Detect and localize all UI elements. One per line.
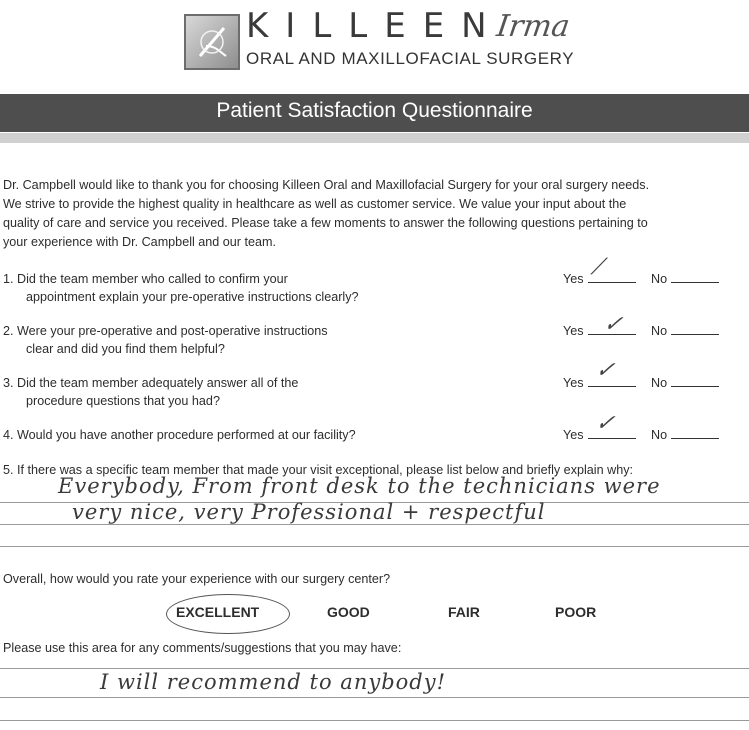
comment-line-rule bbox=[0, 697, 749, 698]
question-1-line2: appointment explain your pre-operative instructions clearly? bbox=[26, 290, 359, 304]
brand-name: KILLEEN bbox=[246, 6, 504, 46]
no-label: No bbox=[651, 428, 668, 442]
no-label: No bbox=[651, 324, 668, 338]
overall-question: Overall, how would you rate your experience with our surgery center? bbox=[3, 572, 391, 586]
intro-line: Dr. Campbell would like to thank you for choosing Killeen Oral and Maxillofacial Surgery for your oral surgery needs. bbox=[3, 178, 650, 192]
yes-label: Yes bbox=[563, 272, 584, 286]
answer-line-rule bbox=[0, 546, 749, 547]
question-4-line1: 4. Would you have another procedure performed at our facility? bbox=[3, 428, 356, 442]
question-2-line2: clear and did you find them helpful? bbox=[26, 342, 225, 356]
intro-line: We strive to provide the highest quality in healthcare as well as customer service. We value your input about the bbox=[3, 197, 627, 211]
question-1 bbox=[3, 270, 359, 306]
brand-signature: Irma bbox=[494, 9, 572, 44]
no-label: No bbox=[651, 376, 668, 390]
question-5: 5. If there was a specific team member that made your visit exceptional, please list below and briefly explain why: bbox=[3, 463, 633, 477]
yes-label: Yes bbox=[563, 428, 584, 442]
handwritten-answer-line[interactable]: Everybody, From front desk to the technicians were bbox=[58, 474, 661, 498]
comment-line-rule bbox=[0, 668, 749, 669]
handwritten-answer-line[interactable]: very nice, very Professional + respectful bbox=[72, 500, 546, 524]
yes-label: Yes bbox=[563, 324, 584, 338]
rating-fair[interactable]: FAIR bbox=[448, 604, 480, 620]
rating-good[interactable]: GOOD bbox=[327, 604, 370, 620]
rating-excellent[interactable]: EXCELLENT bbox=[176, 604, 260, 620]
check-mark-icon: ✓ bbox=[593, 411, 617, 436]
intro-line: quality of care and service you received. Please take a few moments to answer the following questions pertaining to bbox=[3, 216, 648, 230]
page-title: Patient Satisfaction Questionnaire bbox=[216, 99, 533, 122]
check-mark-icon: ✓ bbox=[593, 358, 617, 383]
handwritten-comment[interactable]: I will recommend to anybody! bbox=[100, 670, 447, 694]
brand-subtitle: ORAL AND MAXILLOFACIAL SURGERY bbox=[246, 49, 575, 68]
question-2-yes-field[interactable] bbox=[563, 324, 636, 338]
question-3-line2: procedure questions that you had? bbox=[26, 394, 220, 408]
question-2 bbox=[3, 322, 328, 358]
question-4-no-field[interactable] bbox=[651, 428, 719, 442]
question-1-no-field[interactable] bbox=[651, 272, 719, 286]
intro-paragraph bbox=[3, 176, 747, 252]
intro-line: your experience with Dr. Campbell and our team. bbox=[3, 235, 276, 249]
question-4 bbox=[3, 426, 356, 444]
killeen-logo-icon bbox=[184, 14, 240, 70]
check-mark-icon: ✓ bbox=[601, 312, 625, 337]
no-label: No bbox=[651, 272, 668, 286]
question-2-line1: 2. Were your pre-operative and post-operative instructions bbox=[3, 324, 328, 338]
title-bar-underline bbox=[0, 133, 749, 143]
question-3-no-field[interactable] bbox=[651, 376, 719, 390]
question-3-line1: 3. Did the team member adequately answer all of the bbox=[3, 376, 299, 390]
rating-poor[interactable]: POOR bbox=[555, 604, 597, 620]
check-mark-icon: ⁄ bbox=[594, 255, 603, 280]
question-3 bbox=[3, 374, 298, 410]
yes-label: Yes bbox=[563, 376, 584, 390]
question-2-no-field[interactable] bbox=[651, 324, 719, 338]
question-1-line1: 1. Did the team member who called to confirm your bbox=[3, 272, 288, 286]
answer-line-rule bbox=[0, 524, 749, 525]
comment-line-rule bbox=[0, 720, 749, 721]
comments-prompt: Please use this area for any comments/suggestions that you may have: bbox=[3, 641, 402, 655]
